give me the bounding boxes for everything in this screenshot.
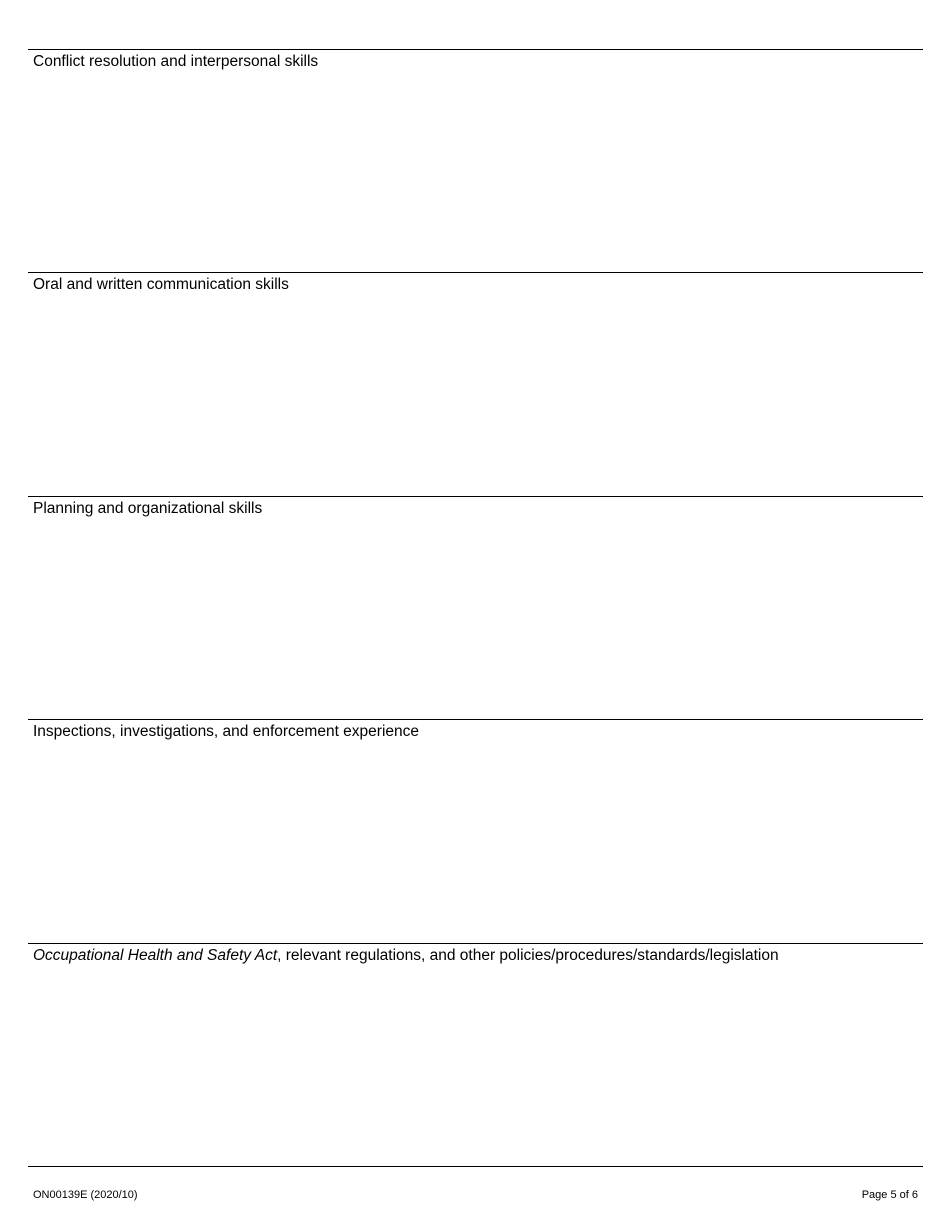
section-label: Inspections, investigations, and enforcement experience <box>33 723 420 740</box>
section-label-rest: , relevant regulations, and other policies/procedures/standards/legislation <box>277 947 779 964</box>
answer-field-conflict-resolution[interactable] <box>28 71 923 269</box>
section-label: Conflict resolution and interpersonal skills <box>33 53 319 70</box>
section-conflict-resolution <box>28 49 923 269</box>
answer-field-ohsa[interactable] <box>28 965 923 1163</box>
section-inspections <box>28 719 923 939</box>
section-label: Oral and written communication skills <box>33 276 289 293</box>
section-label: Planning and organizational skills <box>33 500 263 517</box>
act-title: Occupational Health and Safety Act <box>33 947 278 964</box>
page-number: Page 5 of 6 <box>861 1189 918 1201</box>
form-id: ON00139E (2020/10) <box>33 1189 138 1201</box>
answer-field-planning[interactable] <box>28 518 923 716</box>
answer-field-inspections[interactable] <box>28 741 923 939</box>
section-label <box>28 944 923 965</box>
footer-divider <box>28 1166 923 1167</box>
section-ohsa <box>28 943 923 1163</box>
answer-field-communication[interactable] <box>28 294 923 492</box>
section-communication <box>28 272 923 492</box>
section-planning <box>28 496 923 716</box>
